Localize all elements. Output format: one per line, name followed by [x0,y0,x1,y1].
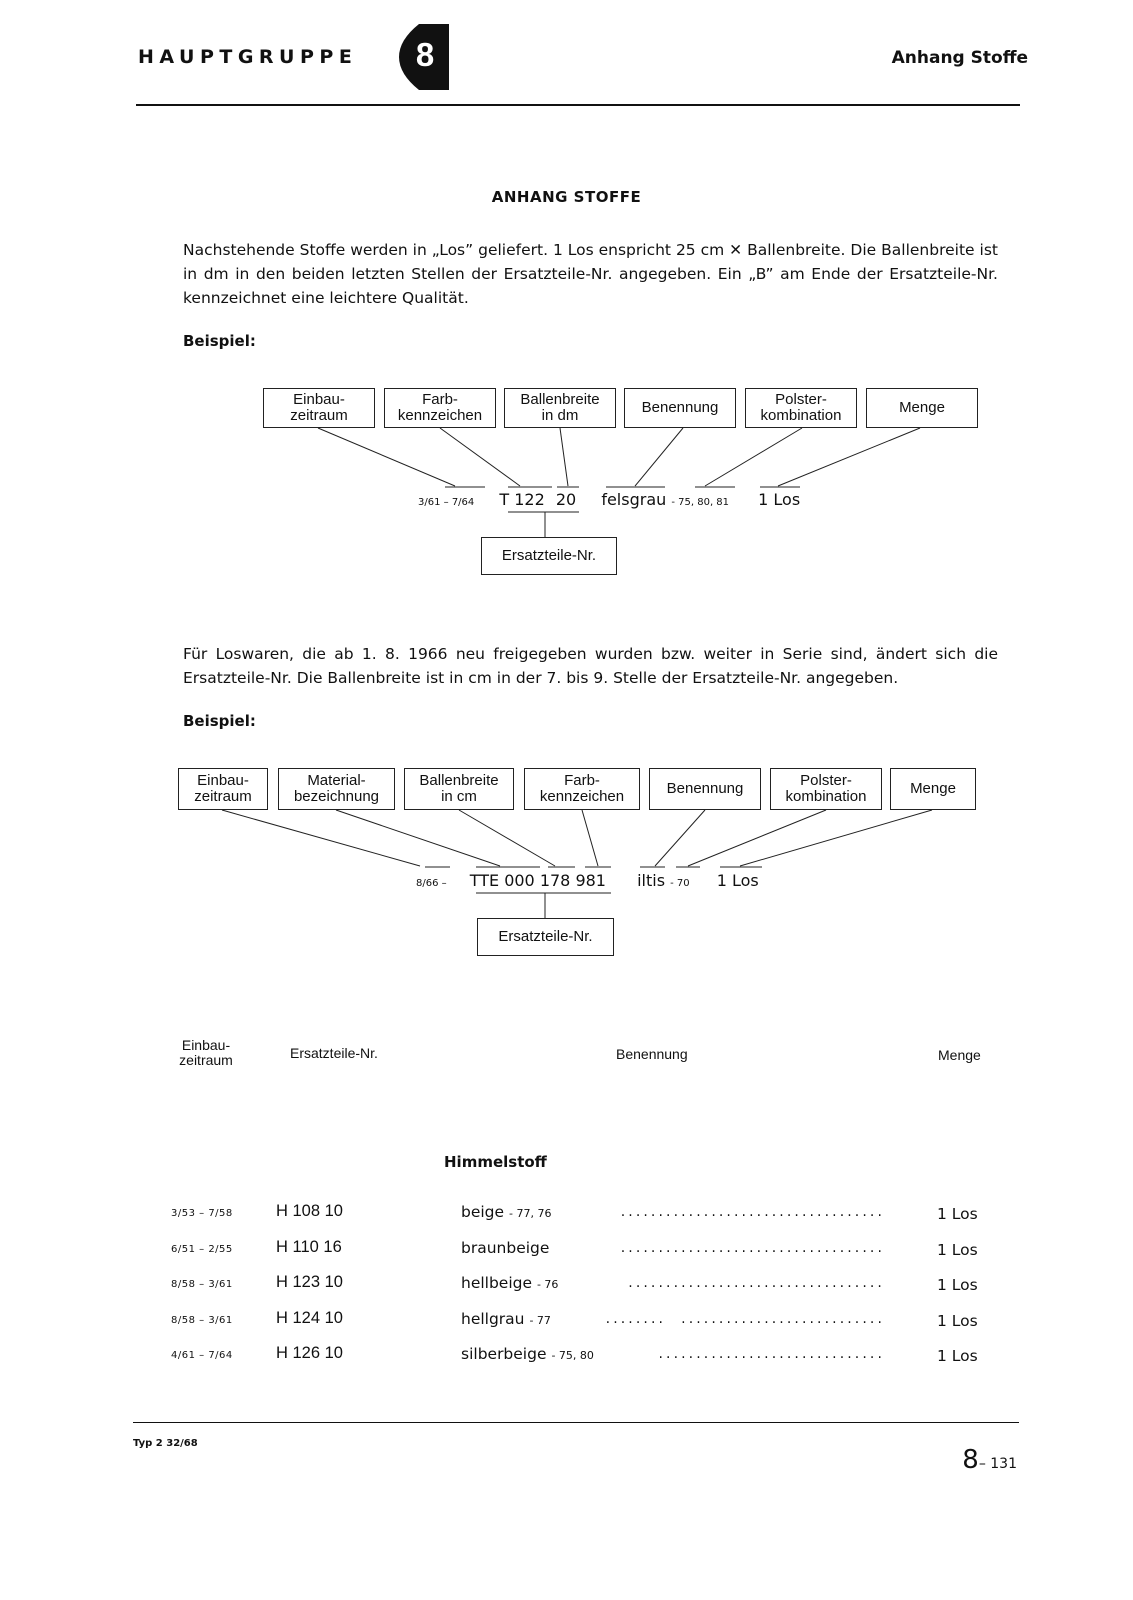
row-codes: - 77, 76 [509,1207,552,1220]
box-label: Farb- [422,391,458,408]
row-name-cell [461,1345,594,1363]
table-group-title: Himmelstoff [444,1153,547,1171]
box-label: zeitraum [194,788,252,805]
box-label: Polster- [775,391,827,408]
row-name: hellgrau [461,1310,525,1328]
page-number [962,1445,1017,1475]
box-label: Benennung [666,780,744,797]
group-number: 8 [415,36,435,73]
col-header-qty: Menge [938,1047,981,1063]
example2-values [416,871,759,890]
intro-paragraph: Nachstehende Stoffe werden in „Los” geliefert. 1 Los enspricht 25 cm ✕ Ballenbreite. Die Ballenbreite ist in dm in den beiden letzten Stellen der Ersatzteile-Nr. angegeben. Ein „B” am Ende der Ersatzteile-Nr. kennzeichnet eine leichtere Qualität. [183,241,998,307]
row-part: H 123 10 [276,1273,343,1291]
example1-values [418,490,800,509]
col-header-period-line2: zeitraum [179,1052,233,1068]
box-label: kennzeichen [539,788,625,805]
row-name-cell [461,1310,551,1328]
row-leader: .................................. [628,1275,885,1291]
box-label: in dm [541,407,579,424]
footer-type: Typ 2 32/68 [133,1438,198,1449]
box-label: Einbau- [293,391,345,408]
row-part: H 124 10 [276,1309,343,1327]
box-label: Ballenbreite [419,772,499,789]
row-name: silberbeige [461,1345,547,1363]
example1-name-codes: - 75, 80, 81 [671,497,730,508]
example1-period: 3/61 – 7/64 [418,497,475,508]
second-paragraph: Für Loswaren, die ab 1. 8. 1966 neu freigegeben wurden bzw. weiter in Serie sind, ändert sich die Ersatzteile-Nr. Die Ballenbreite ist in cm in der 7. bis 9. Stelle der Ersatzteile-Nr. angegeben. [183,645,998,687]
box-label: Ballenbreite [520,391,600,408]
box-label: Menge [910,780,956,797]
section-title: Anhang Stoffe [891,48,1028,68]
example2-period: 8/66 – [416,878,447,889]
row-name: hellbeige [461,1274,533,1292]
row-part: H 108 10 [276,1202,343,1220]
box-label: Menge [899,399,945,416]
row-leader: ................................... [620,1240,885,1256]
example1-part-b: 20 [555,490,577,509]
example1-part-box [481,537,617,575]
row-qty: 1 Los [937,1347,978,1365]
example1-box-menge [866,388,978,428]
table-row [0,1309,1133,1333]
example2-box-polster [770,768,882,810]
page-number-sub: – 131 [978,1456,1017,1472]
footer-rule [133,1422,1019,1423]
row-period: 4/61 – 7/64 [171,1350,233,1361]
box-label: Benennung [641,399,719,416]
box-label: kennzeichen [397,407,483,424]
row-part: H 126 10 [276,1344,343,1362]
example2-box-farb [524,768,640,810]
table-row [0,1202,1133,1226]
group-title: HAUPTGRUPPE [138,46,358,68]
example2-box-einbau [178,768,268,810]
example2-box-benennung [649,768,761,810]
row-name-cell [461,1203,551,1221]
example1-box-benennung [624,388,736,428]
table-row [0,1238,1133,1262]
box-label: Ersatzteile-Nr. [498,928,593,945]
example2-qty: 1 Los [716,871,759,890]
row-name-cell [461,1239,549,1257]
row-qty: 1 Los [937,1276,978,1294]
box-label: kombination [785,788,867,805]
example2-box-material [278,768,395,810]
example1-name: felsgrau [601,490,667,509]
row-part: H 110 16 [276,1238,342,1256]
example1-part-a: T 122 [499,490,545,509]
row-name-cell [461,1274,558,1292]
example1-qty: 1 Los [758,490,801,509]
box-label: in cm [441,788,477,805]
box-label: Einbau- [197,772,249,789]
col-header-period [162,1038,250,1068]
row-codes: - 77 [529,1314,551,1327]
example2-part-box [477,918,614,956]
box-label: bezeichnung [293,788,380,805]
page-number-main: 8 [962,1445,979,1475]
box-label: Polster- [800,772,852,789]
col-header-name: Benennung [616,1046,688,1062]
table-row [0,1344,1133,1368]
box-label: Ersatzteile-Nr. [501,547,597,564]
example1-box-farb [384,388,496,428]
page-title: ANHANG STOFFE [491,188,642,206]
example-label-2: Beispiel: [183,712,256,730]
row-period: 8/58 – 3/61 [171,1279,233,1290]
example2-name-codes: - 70 [670,878,690,889]
row-period: 3/53 – 7/58 [171,1208,233,1219]
example1-box-polster [745,388,857,428]
table-row [0,1273,1133,1297]
row-leader: .............................. [658,1346,885,1362]
row-name: braunbeige [461,1239,550,1257]
row-leader: ........ ........................... [605,1311,885,1327]
row-qty: 1 Los [937,1312,978,1330]
col-header-part: Ersatzteile-Nr. [290,1045,378,1061]
example2-box-menge [890,768,976,810]
box-label: Farb- [564,772,600,789]
box-label: Material- [307,772,366,789]
example-label-1: Beispiel: [183,332,256,350]
example1-box-ballen [504,388,616,428]
example2-box-ballen [404,768,514,810]
example2-part: TTE 000 178 981 [469,871,606,890]
row-qty: 1 Los [937,1205,978,1223]
row-qty: 1 Los [937,1241,978,1259]
row-leader: ................................... [620,1204,885,1220]
row-name: beige [461,1203,505,1221]
example2-name: iltis [637,871,666,890]
row-codes: - 76 [536,1278,559,1291]
box-label: kombination [760,407,842,424]
row-codes: - 75, 80 [551,1349,594,1362]
box-label: zeitraum [290,407,348,424]
col-header-period-line1: Einbau- [181,1037,231,1053]
row-period: 6/51 – 2/55 [171,1244,233,1255]
row-period: 8/58 – 3/61 [171,1315,233,1326]
example1-box-einbau [263,388,375,428]
